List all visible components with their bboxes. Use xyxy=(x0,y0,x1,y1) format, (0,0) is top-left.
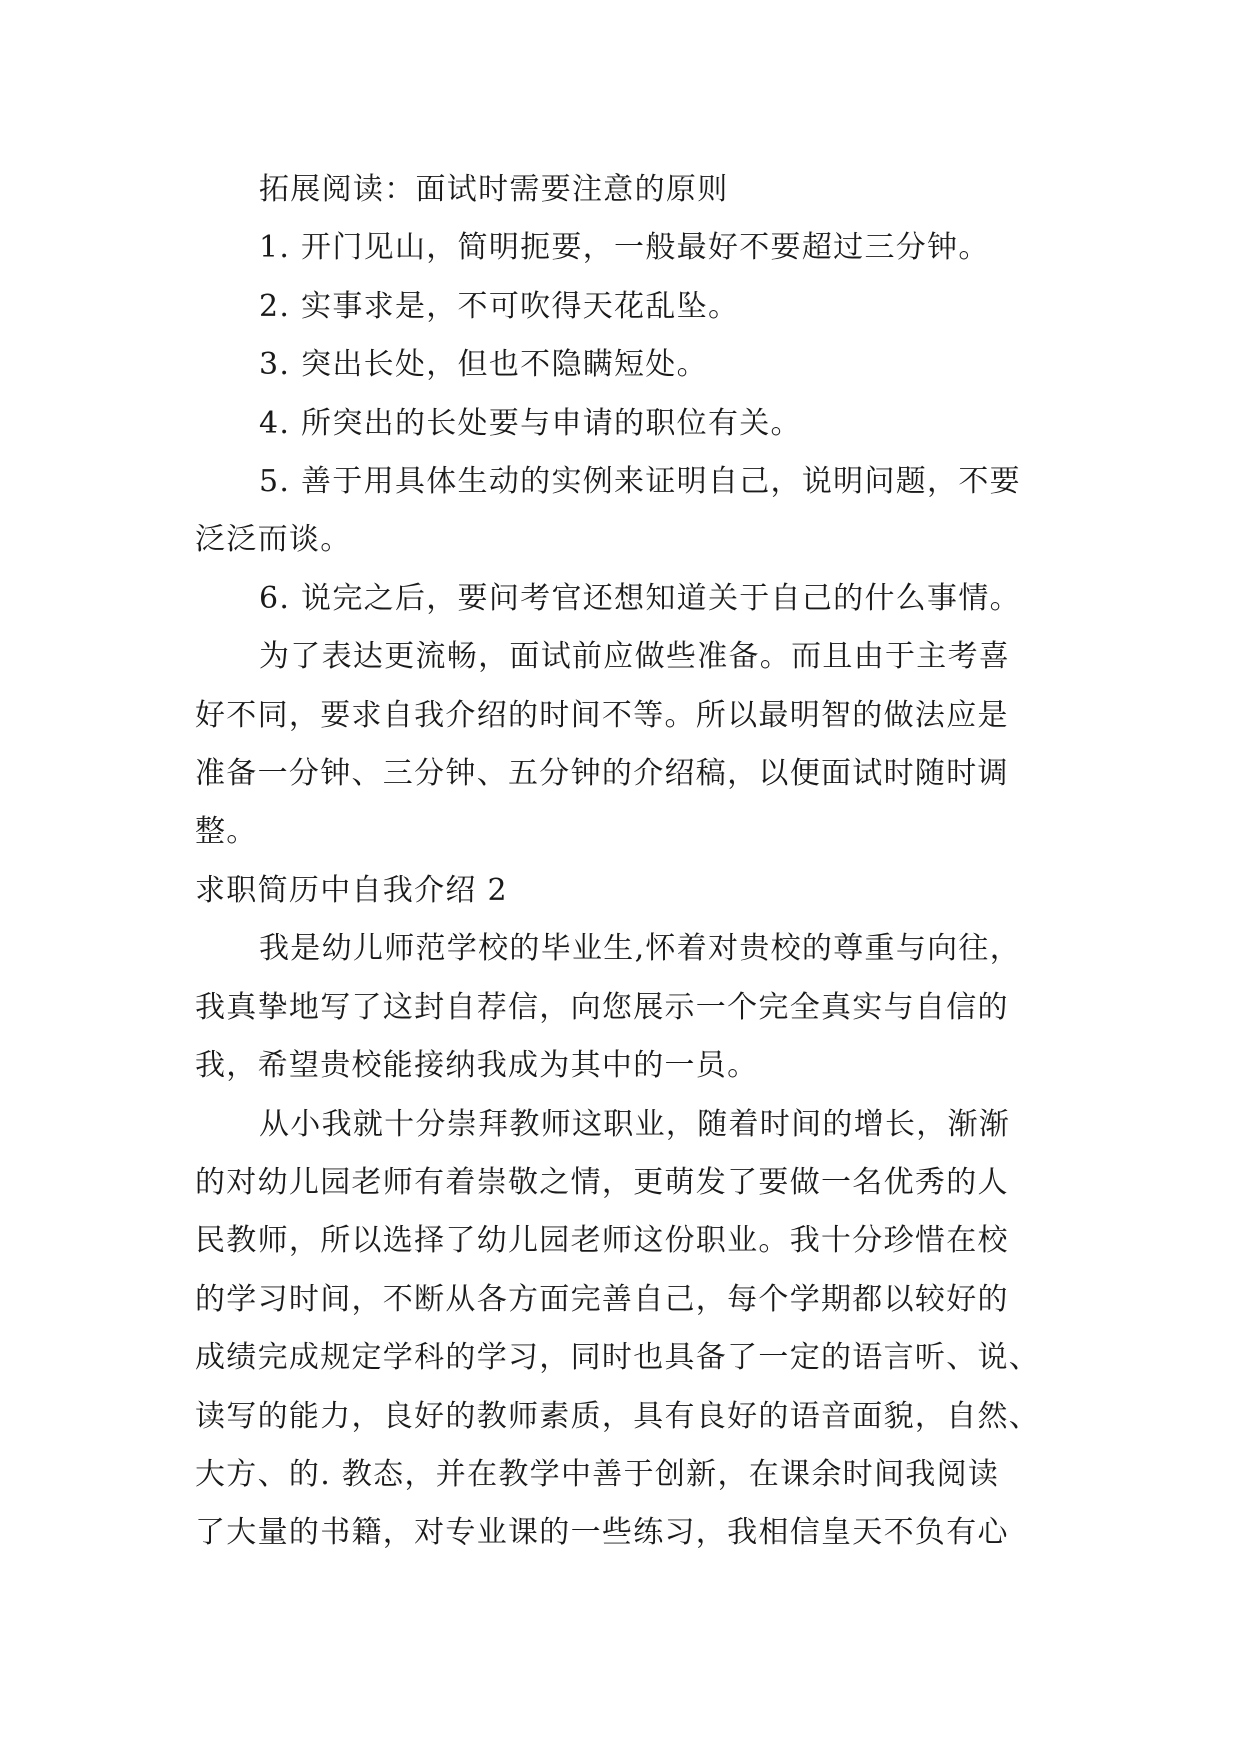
paragraph-line: 成绩完成规定学科的学习，同时也具备了一定的语言听、说、 xyxy=(195,1340,1041,1376)
paragraph-line: 准备一分钟、三分钟、五分钟的介绍稿，以便面试时随时调 xyxy=(195,756,1009,792)
principle-item: 4. 所突出的长处要与申请的职位有关。 xyxy=(259,405,802,441)
principle-item: 3. 突出长处，但也不隐瞒短处。 xyxy=(259,347,708,383)
principle-item-line: 5. 善于用具体生动的实例来证明自己，说明问题，不要 xyxy=(259,464,1021,500)
paragraph-line: 从小我就十分崇拜教师这职业，随着时间的增长，渐渐 xyxy=(259,1106,1011,1142)
principle-item: 6. 说完之后，要问考官还想知道关于自己的什么事情。 xyxy=(259,580,1021,616)
section-heading: 求职简历中自我介绍 2 xyxy=(195,872,508,908)
paragraph-line: 读写的能力，良好的教师素质，具有良好的语音面貌，自然、 xyxy=(195,1398,1041,1434)
paragraph-line: 了大量的书籍，对专业课的一些练习，我相信皇天不负有心 xyxy=(195,1515,1009,1551)
paragraph-line: 民教师，所以选择了幼儿园老师这份职业。我十分珍惜在校 xyxy=(195,1223,1009,1259)
document-body xyxy=(195,161,1065,1563)
paragraph-line: 为了表达更流畅，面试前应做些准备。而且由于主考喜 xyxy=(259,639,1011,675)
paragraph-line: 我真挚地写了这封自荐信，向您展示一个完全真实与自信的 xyxy=(195,989,1009,1025)
principle-item: 2. 实事求是，不可吹得天花乱坠。 xyxy=(259,288,740,324)
principle-item: 1. 开门见山，简明扼要，一般最好不要超过三分钟。 xyxy=(259,230,990,266)
principle-item-line: 泛泛而谈。 xyxy=(195,522,352,558)
paragraph-line: 的对幼儿园老师有着崇敬之情，更萌发了要做一名优秀的人 xyxy=(195,1164,1009,1200)
paragraph-line: 好不同，要求自我介绍的时间不等。所以最明智的做法应是 xyxy=(195,697,1009,733)
paragraph-line: 大方、的. 教态，并在教学中善于创新，在课余时间我阅读 xyxy=(195,1456,1000,1492)
paragraph-line: 整。 xyxy=(195,814,258,850)
paragraph-line: 我是幼儿师范学校的毕业生,怀着对贵校的尊重与向往， xyxy=(259,931,1022,967)
paragraph-line: 的学习时间，不断从各方面完善自己，每个学期都以较好的 xyxy=(195,1281,1009,1317)
paragraph-line: 我，希望贵校能接纳我成为其中的一员。 xyxy=(195,1048,759,1084)
section-title: 拓展阅读：面试时需要注意的原则 xyxy=(259,172,729,207)
